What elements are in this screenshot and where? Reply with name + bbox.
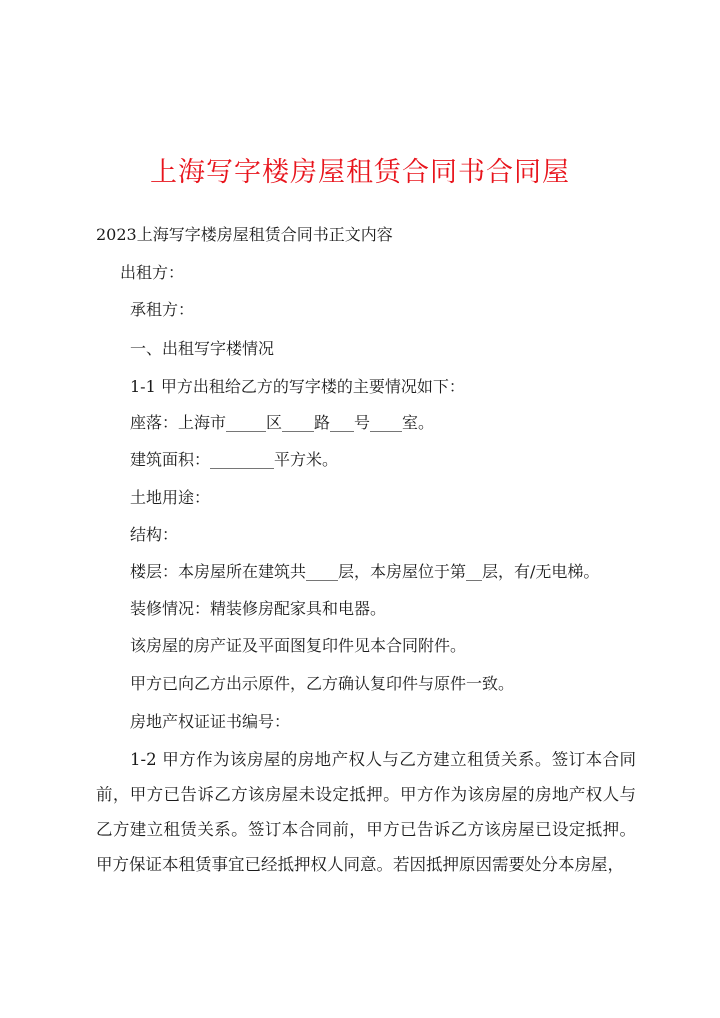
clause-1-1: 1-1 甲方出租给乙方的写字楼的主要情况如下： <box>130 377 465 396</box>
line-lessor: 出租方： <box>120 263 185 282</box>
clause-1-2: 1-2 甲方作为该房屋的房地产权人与乙方建立租赁关系。签订本合同前，甲方已告诉乙方该房屋未设定抵押。甲方作为该房屋的房地产权人与乙方建立租赁关系。签订本合同前，甲方已告诉乙方该房屋已设定抵押。甲方保证本租赁事宜已经抵押权人同意。若因抵押原因需要处分本房屋， <box>96 750 636 874</box>
line-land-use: 土地用途： <box>130 488 211 507</box>
line-cert-number: 房地产权证证书编号： <box>130 712 291 731</box>
line-structure: 结构： <box>130 525 179 544</box>
line-location: 座落：上海市_____区____路___号____室。 <box>130 413 435 432</box>
document-subtitle: 2023上海写字楼房屋租赁合同书正文内容 <box>96 225 393 244</box>
section-heading-1: 一、出租写字楼情况 <box>130 339 275 358</box>
line-lessee: 承租方： <box>130 300 195 319</box>
line-area: 建筑面积：________平方米。 <box>130 450 339 469</box>
line-decoration: 装修情况：精装修房配家具和电器。 <box>130 599 387 618</box>
line-original-confirm: 甲方已向乙方出示原件，乙方确认复印件与原件一致。 <box>130 674 515 693</box>
document-title: 上海写字楼房屋租赁合同书合同屋 <box>150 157 570 188</box>
line-floor: 楼层：本房屋所在建筑共____层，本房屋位于第__层，有/无电梯。 <box>130 562 600 581</box>
line-certificate-note: 该房屋的房产证及平面图复印件见本合同附件。 <box>130 636 467 655</box>
